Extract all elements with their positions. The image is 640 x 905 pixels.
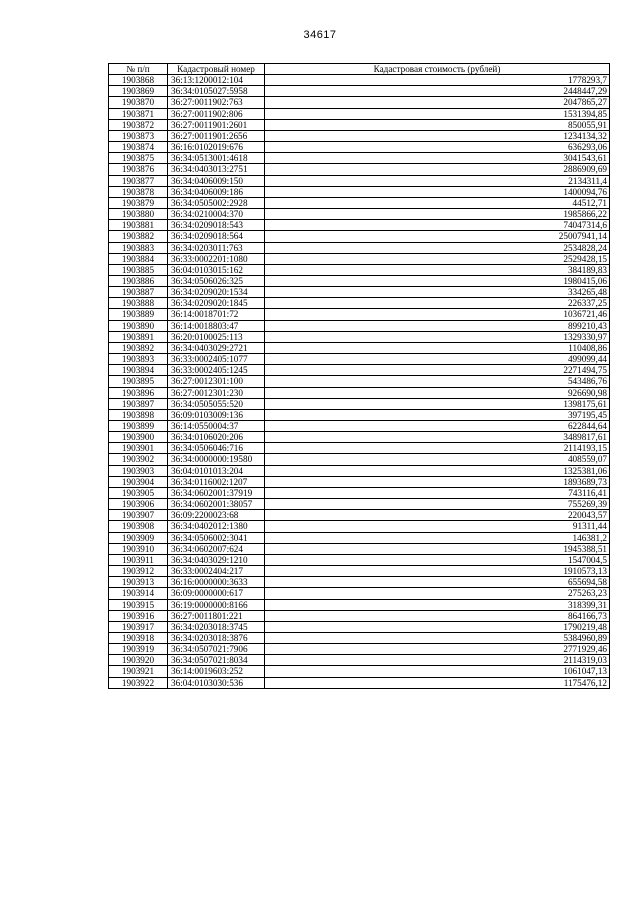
table-row (109, 454, 610, 465)
cadastral-value-cell: 226337,25 (265, 298, 610, 309)
cadastral-number-cell: 36:34:0513001:4618 (168, 153, 265, 164)
cadastral-value-cell: 2534828,24 (265, 242, 610, 253)
table-row (109, 220, 610, 231)
cadastral-value-cell: 2448447,29 (265, 86, 610, 97)
row-number-cell: 1903903 (109, 465, 168, 476)
cadastral-value-cell: 220043,57 (265, 510, 610, 521)
row-number-cell: 1903872 (109, 119, 168, 130)
cadastral-number-cell: 36:27:0011902:763 (168, 97, 265, 108)
cadastral-value-cell: 899210,43 (265, 320, 610, 331)
cadastral-value-cell: 334265,48 (265, 287, 610, 298)
cadastral-number-cell: 36:09:0000000:617 (168, 588, 265, 599)
cadastral-number-cell: 36:34:0203011:763 (168, 242, 265, 253)
row-number-cell: 1903905 (109, 487, 168, 498)
cadastral-number-cell: 36:13:1200012:104 (168, 75, 265, 86)
cadastral-number-cell: 36:34:0209020:1534 (168, 287, 265, 298)
row-number-cell: 1903869 (109, 86, 168, 97)
row-number-cell: 1903906 (109, 499, 168, 510)
row-number-cell: 1903900 (109, 432, 168, 443)
cadastral-value-cell: 1778293,7 (265, 75, 610, 86)
cadastral-number-cell: 36:34:0106020:206 (168, 432, 265, 443)
cadastral-number-cell: 36:34:0209018:564 (168, 231, 265, 242)
table-row (109, 543, 610, 554)
header-row (109, 64, 610, 75)
cadastral-value-cell: 1400094,76 (265, 186, 610, 197)
cadastral-value-cell: 1061047,13 (265, 666, 610, 677)
cadastral-value-cell: 2114193,15 (265, 443, 610, 454)
row-number-cell: 1903894 (109, 365, 168, 376)
cadastral-number-cell: 36:34:0506046:716 (168, 443, 265, 454)
cadastral-number-cell: 36:34:0602007:624 (168, 543, 265, 554)
table-row (109, 655, 610, 666)
row-number-cell: 1903885 (109, 264, 168, 275)
table-row (109, 566, 610, 577)
cadastral-value-cell: 1398175,61 (265, 398, 610, 409)
row-number-cell: 1903922 (109, 677, 168, 688)
cadastral-number-cell: 36:27:0012301:230 (168, 387, 265, 398)
cadastral-value-cell: 1893689,73 (265, 476, 610, 487)
cadastral-number-cell: 36:14:0018803:47 (168, 320, 265, 331)
row-number-cell: 1903883 (109, 242, 168, 253)
row-number-cell: 1903921 (109, 666, 168, 677)
row-number-cell: 1903909 (109, 532, 168, 543)
cadastral-value-cell: 2134311,4 (265, 175, 610, 186)
cadastral-value-cell: 743116,41 (265, 487, 610, 498)
table-row (109, 387, 610, 398)
row-number-cell: 1903887 (109, 287, 168, 298)
row-number-cell: 1903895 (109, 376, 168, 387)
table-row (109, 264, 610, 275)
table-row (109, 376, 610, 387)
table-row (109, 342, 610, 353)
cadastral-value-cell: 543486,76 (265, 376, 610, 387)
table-row (109, 521, 610, 532)
cadastral-number-cell: 36:16:0000000:3633 (168, 577, 265, 588)
cadastral-value-cell: 926690,98 (265, 387, 610, 398)
cadastral-number-cell: 36:34:0210004:370 (168, 209, 265, 220)
row-number-cell: 1903875 (109, 153, 168, 164)
table-row (109, 175, 610, 186)
cadastral-number-cell: 36:14:0019603:252 (168, 666, 265, 677)
cadastral-number-cell: 36:34:0507021:8034 (168, 655, 265, 666)
cadastral-number-cell: 36:34:0506002:3041 (168, 532, 265, 543)
cadastral-value-cell: 499099,44 (265, 354, 610, 365)
cadastral-number-cell: 36:34:0406009:150 (168, 175, 265, 186)
cadastral-number-cell: 36:34:0403029:1210 (168, 554, 265, 565)
table-row (109, 242, 610, 253)
table-row (109, 599, 610, 610)
cadastral-value-cell: 3489817,61 (265, 432, 610, 443)
cadastral-number-cell: 36:33:0002405:1245 (168, 365, 265, 376)
table-row (109, 621, 610, 632)
cadastral-value-cell: 146381,2 (265, 532, 610, 543)
cadastral-value-cell: 384189,83 (265, 264, 610, 275)
cadastral-value-cell: 850055,91 (265, 119, 610, 130)
row-number-cell: 1903890 (109, 320, 168, 331)
table-row (109, 510, 610, 521)
header-cadastral-number: Кадастровый номер (168, 64, 265, 75)
cadastral-value-cell: 864166,73 (265, 610, 610, 621)
cadastral-value-cell: 1531394,85 (265, 108, 610, 119)
table-row (109, 309, 610, 320)
cadastral-number-cell: 36:34:0403029:2721 (168, 342, 265, 353)
table-row (109, 209, 610, 220)
cadastral-number-cell: 36:04:0101013:204 (168, 465, 265, 476)
cadastral-value-cell: 275263,23 (265, 588, 610, 599)
cadastral-number-cell: 36:27:0011901:2656 (168, 130, 265, 141)
row-number-cell: 1903919 (109, 644, 168, 655)
cadastral-number-cell: 36:33:0002405:1077 (168, 354, 265, 365)
cadastral-number-cell: 36:27:0011801:221 (168, 610, 265, 621)
row-number-cell: 1903902 (109, 454, 168, 465)
cadastral-value-cell: 2114319,03 (265, 655, 610, 666)
table-row (109, 487, 610, 498)
cadastral-number-cell: 36:27:0011902:806 (168, 108, 265, 119)
row-number-cell: 1903915 (109, 599, 168, 610)
row-number-cell: 1903893 (109, 354, 168, 365)
cadastral-value-cell: 1547004,5 (265, 554, 610, 565)
cadastral-number-cell: 36:34:0602001:38057 (168, 499, 265, 510)
row-number-cell: 1903871 (109, 108, 168, 119)
row-number-cell: 1903888 (109, 298, 168, 309)
cadastral-value-cell: 74047314,6 (265, 220, 610, 231)
table-row (109, 231, 610, 242)
cadastral-number-cell: 36:34:0116002:1207 (168, 476, 265, 487)
table-row (109, 197, 610, 208)
table-row (109, 421, 610, 432)
cadastral-value-cell: 25007941,14 (265, 231, 610, 242)
cadastral-number-cell: 36:34:0209020:1845 (168, 298, 265, 309)
cadastral-value-cell: 91311,44 (265, 521, 610, 532)
table-row (109, 644, 610, 655)
row-number-cell: 1903911 (109, 554, 168, 565)
cadastral-number-cell: 36:34:0505002:2928 (168, 197, 265, 208)
cadastral-number-cell: 36:34:0203018:3745 (168, 621, 265, 632)
cadastral-number-cell: 36:19:0000000:8166 (168, 599, 265, 610)
row-number-cell: 1903907 (109, 510, 168, 521)
cadastral-value-cell: 2529428,15 (265, 253, 610, 264)
table-row (109, 443, 610, 454)
cadastral-value-cell: 5384960,89 (265, 632, 610, 643)
row-number-cell: 1903891 (109, 331, 168, 342)
table-row (109, 588, 610, 599)
row-number-cell: 1903873 (109, 130, 168, 141)
row-number-cell: 1903892 (109, 342, 168, 353)
cadastral-value-cell: 1980415,06 (265, 275, 610, 286)
table-header (109, 64, 610, 75)
cadastral-number-cell: 36:27:0011901:2601 (168, 119, 265, 130)
cadastral-number-cell: 36:34:0403013:2751 (168, 164, 265, 175)
table-row (109, 298, 610, 309)
cadastral-number-cell: 36:27:0012301:100 (168, 376, 265, 387)
row-number-cell: 1903880 (109, 209, 168, 220)
header-row-number: № п/п (109, 64, 168, 75)
table-row (109, 354, 610, 365)
header-cadastral-value: Кадастровая стоимость (рублей) (265, 64, 610, 75)
table-row (109, 320, 610, 331)
row-number-cell: 1903898 (109, 409, 168, 420)
row-number-cell: 1903878 (109, 186, 168, 197)
table-row (109, 153, 610, 164)
table-row (109, 119, 610, 130)
table-row (109, 97, 610, 108)
row-number-cell: 1903916 (109, 610, 168, 621)
cadastral-number-cell: 36:34:0505055:520 (168, 398, 265, 409)
table-row (109, 677, 610, 688)
table-row (109, 130, 610, 141)
cadastral-value-cell: 110408,86 (265, 342, 610, 353)
table-row (109, 86, 610, 97)
cadastral-number-cell: 36:04:0103015:162 (168, 264, 265, 275)
page-number: 34617 (303, 29, 337, 41)
cadastral-value-cell: 622844,64 (265, 421, 610, 432)
cadastral-number-cell: 36:34:0209018:543 (168, 220, 265, 231)
table-row (109, 365, 610, 376)
table-row (109, 432, 610, 443)
table-row (109, 75, 610, 86)
cadastral-number-cell: 36:34:0507021:7906 (168, 644, 265, 655)
table-row (109, 287, 610, 298)
cadastral-value-cell: 1234134,32 (265, 130, 610, 141)
table-row (109, 186, 610, 197)
cadastral-number-cell: 36:14:0018701:72 (168, 309, 265, 320)
cadastral-number-cell: 36:14:0550004:37 (168, 421, 265, 432)
cadastral-number-cell: 36:04:0103030:536 (168, 677, 265, 688)
cadastral-value-cell: 2047865,27 (265, 97, 610, 108)
row-number-cell: 1903868 (109, 75, 168, 86)
cadastral-value-cell: 1036721,46 (265, 309, 610, 320)
table-row (109, 253, 610, 264)
cadastral-value-cell: 755269,39 (265, 499, 610, 510)
cadastral-number-cell: 36:20:0100025:113 (168, 331, 265, 342)
table-row (109, 554, 610, 565)
row-number-cell: 1903914 (109, 588, 168, 599)
cadastral-number-cell: 36:16:0102019:676 (168, 142, 265, 153)
cadastral-value-cell: 2886909,69 (265, 164, 610, 175)
cadastral-number-cell: 36:34:0000000:19580 (168, 454, 265, 465)
table-row (109, 164, 610, 175)
cadastral-value-cell: 2271494,75 (265, 365, 610, 376)
row-number-cell: 1903901 (109, 443, 168, 454)
table-row (109, 398, 610, 409)
row-number-cell: 1903913 (109, 577, 168, 588)
row-number-cell: 1903912 (109, 566, 168, 577)
row-number-cell: 1903918 (109, 632, 168, 643)
table-row (109, 476, 610, 487)
row-number-cell: 1903879 (109, 197, 168, 208)
row-number-cell: 1903877 (109, 175, 168, 186)
cadastral-number-cell: 36:09:0103009:136 (168, 409, 265, 420)
table-row (109, 465, 610, 476)
cadastral-value-cell: 318399,31 (265, 599, 610, 610)
table-row (109, 499, 610, 510)
table-row (109, 666, 610, 677)
cadastral-number-cell: 36:34:0406009:186 (168, 186, 265, 197)
cadastral-value-cell: 636293,06 (265, 142, 610, 153)
cadastral-value-cell: 397195,45 (265, 409, 610, 420)
row-number-cell: 1903884 (109, 253, 168, 264)
cadastral-value-cell: 1945388,51 (265, 543, 610, 554)
row-number-cell: 1903889 (109, 309, 168, 320)
row-number-cell: 1903908 (109, 521, 168, 532)
cadastral-number-cell: 36:33:0002201:1080 (168, 253, 265, 264)
cadastral-value-cell: 2771929,46 (265, 644, 610, 655)
table-body (109, 75, 610, 689)
cadastral-value-cell: 1175476,12 (265, 677, 610, 688)
row-number-cell: 1903897 (109, 398, 168, 409)
cadastral-value-cell: 655694,58 (265, 577, 610, 588)
row-number-cell: 1903910 (109, 543, 168, 554)
table-row (109, 108, 610, 119)
cadastral-value-cell: 1325381,06 (265, 465, 610, 476)
cadastral-number-cell: 36:34:0105027:5958 (168, 86, 265, 97)
table-row (109, 142, 610, 153)
cadastral-value-cell: 408559,07 (265, 454, 610, 465)
table-row (109, 532, 610, 543)
cadastral-value-cell: 3041543,61 (265, 153, 610, 164)
row-number-cell: 1903899 (109, 421, 168, 432)
row-number-cell: 1903886 (109, 275, 168, 286)
cadastral-number-cell: 36:33:0002404:217 (168, 566, 265, 577)
cadastral-value-cell: 1910573,13 (265, 566, 610, 577)
table-row (109, 610, 610, 621)
row-number-cell: 1903882 (109, 231, 168, 242)
cadastral-number-cell: 36:09:2200023:68 (168, 510, 265, 521)
row-number-cell: 1903904 (109, 476, 168, 487)
cadastral-value-cell: 1790219,48 (265, 621, 610, 632)
cadastral-number-cell: 36:34:0506026:325 (168, 275, 265, 286)
cadastral-number-cell: 36:34:0402012:1380 (168, 521, 265, 532)
cadastral-value-cell: 1985866,22 (265, 209, 610, 220)
table-row (109, 331, 610, 342)
table-row (109, 632, 610, 643)
row-number-cell: 1903917 (109, 621, 168, 632)
table-row (109, 577, 610, 588)
table-row (109, 409, 610, 420)
cadastral-number-cell: 36:34:0602001:37919 (168, 487, 265, 498)
row-number-cell: 1903876 (109, 164, 168, 175)
cadastral-number-cell: 36:34:0203018:3876 (168, 632, 265, 643)
row-number-cell: 1903874 (109, 142, 168, 153)
cadastre-table (108, 63, 610, 689)
cadastral-value-cell: 44512,71 (265, 197, 610, 208)
cadastral-value-cell: 1329330,97 (265, 331, 610, 342)
row-number-cell: 1903881 (109, 220, 168, 231)
row-number-cell: 1903896 (109, 387, 168, 398)
table-row (109, 275, 610, 286)
row-number-cell: 1903870 (109, 97, 168, 108)
row-number-cell: 1903920 (109, 655, 168, 666)
